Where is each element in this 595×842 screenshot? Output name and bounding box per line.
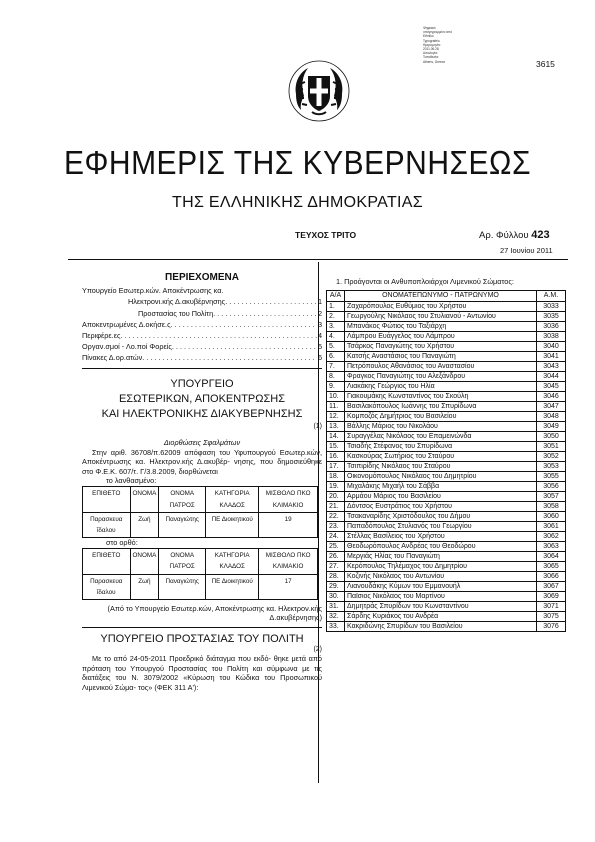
table-row xyxy=(327,422,566,432)
right-label: στο ορθό: xyxy=(106,538,138,548)
table-row xyxy=(327,612,566,622)
wrong-table xyxy=(82,486,318,538)
toc-item xyxy=(82,285,322,296)
table-row xyxy=(327,412,566,422)
table-row xyxy=(327,582,566,592)
row-name: Γιακουμάκης Κωνσταντίνος του Σκούλη xyxy=(345,392,537,402)
sheet-number-label: Αρ. Φύλλου xyxy=(479,230,529,241)
stamp-line: Typografeio xyxy=(423,38,440,43)
page-number: 3615 xyxy=(536,59,555,69)
row-registry-number: 3055 xyxy=(537,472,566,482)
stamp-line: Ψηφιακά xyxy=(423,26,436,30)
toc-item-text: Οργαν.σμοί - Λο.ποί Φορείς xyxy=(82,342,172,352)
toc-leader xyxy=(142,352,317,363)
row-number: 22. xyxy=(327,512,345,522)
header-divider xyxy=(68,259,568,260)
toc-item xyxy=(82,341,322,352)
issue-date: 27 Ιουνίου 2011 xyxy=(500,246,553,255)
toc-leader xyxy=(172,341,317,352)
table-row xyxy=(327,492,566,502)
toc-item-text: Πίνακες Δ.ορ.ατών xyxy=(82,353,143,363)
row-registry-number: 3066 xyxy=(537,572,566,582)
column-header: Α.Μ. xyxy=(537,291,566,302)
table-header: ΜΙΣΘΟΛΟ ΠΚΟ ΚΛΙΜΑΚΙΟ xyxy=(259,487,318,512)
table-row xyxy=(327,342,566,352)
table-row xyxy=(327,572,566,582)
stamp-line: Τοποθεσία: xyxy=(423,55,439,60)
row-number: 14. xyxy=(327,432,345,442)
toc-item-text: Υπουργείο Εσωτερ.κών. Αποκέντρωσης κα. xyxy=(82,286,224,296)
right-column xyxy=(326,277,568,632)
row-number: 9. xyxy=(327,382,345,392)
act-number: (1) xyxy=(313,422,322,430)
wrong-label: το λανθασμένο: xyxy=(106,476,157,486)
row-registry-number: 3050 xyxy=(537,432,566,442)
act-number-2: (2) xyxy=(313,646,322,654)
table-row xyxy=(327,462,566,472)
stamp-line: υπογεγραμμένο από xyxy=(423,30,453,35)
row-number: 11. xyxy=(327,402,345,412)
table-cell: 17 xyxy=(259,574,318,599)
row-registry-number: 3067 xyxy=(537,582,566,592)
table-header: ΕΠΙΘΕΤΟ xyxy=(83,487,131,512)
row-registry-number: 3048 xyxy=(537,412,566,422)
toc-divider xyxy=(82,368,322,369)
toc-item xyxy=(82,296,322,307)
right-table xyxy=(82,548,318,600)
table-header: ΚΑΤΗΓΟΡΙΑ ΚΛΑΔΟΣ xyxy=(206,487,259,512)
table-row xyxy=(327,312,566,322)
digital-signature-stamp xyxy=(423,26,495,64)
toc-item-text: Περιφέρε.ες xyxy=(82,331,121,341)
row-name: Μιχαλάκης Μιχαήλ του Σάββα xyxy=(345,482,537,492)
row-number: 17. xyxy=(327,462,345,472)
row-name: Τσάρκος Παναγιώτης του Χρήστου xyxy=(345,342,537,352)
toc-leader xyxy=(120,330,316,341)
table-cell: Παναγιώτης xyxy=(159,512,206,537)
toc-item-page: 5 xyxy=(317,342,322,352)
toc-item xyxy=(82,330,322,341)
stamp-line: 2011.06.28 xyxy=(423,47,439,52)
gazette-subtitle: ΤΗΣ ΕΛΛΗΝΙΚΗΣ ΔΗΜΟΚΡΑΤΙΑΣ xyxy=(172,194,423,211)
row-name: Ζαχαρόπουλος Ευθύμιος του Χρήστου xyxy=(345,302,537,312)
row-name: Κερόπουλος Τηλέμαχος του Δημητρίου xyxy=(345,562,537,572)
table-cell: Παρασκευα ΐδαλου xyxy=(83,574,131,599)
row-registry-number: 3060 xyxy=(537,512,566,522)
row-registry-number: 3076 xyxy=(537,622,566,632)
table-row xyxy=(327,602,566,612)
row-number: 31. xyxy=(327,602,345,612)
row-registry-number: 3043 xyxy=(537,362,566,372)
row-registry-number: 3038 xyxy=(537,332,566,342)
toc-item-page: 6 xyxy=(317,353,322,363)
toc-leader xyxy=(213,308,317,319)
toc-item-page: 3 xyxy=(317,319,322,329)
row-name: Τσακαναρίδης Χριστόδουλος του Δήμου xyxy=(345,512,537,522)
row-name: Δημητράς Σπυρίδων του Κωνσταντίνου xyxy=(345,602,537,612)
row-registry-number: 3064 xyxy=(537,552,566,562)
table-row xyxy=(327,482,566,492)
corrections-paragraph: Στην αριθ. 36708/π.62009 απόφαση του Υφυπουργού Εσωτερ.κών, Αποκέντρωσης κα. Ηλεκτρον.κής Δ.ακυβέρ- νησης, που δημοσιεύθηκε στο Φ.Ε.Κ. 607/τ. Γ/3.8.2009, διορθώνεται xyxy=(82,447,322,476)
row-number: 33. xyxy=(327,622,345,632)
table-row xyxy=(327,352,566,362)
row-number: 20. xyxy=(327,492,345,502)
table-row xyxy=(327,542,566,552)
row-registry-number: 3062 xyxy=(537,532,566,542)
greek-coat-of-arms-emblem xyxy=(288,60,350,122)
row-name: Κοζινής Νικόλαος του Αντωνίου xyxy=(345,572,537,582)
row-number: 7. xyxy=(327,362,345,372)
stamp-line: Athens, Greece xyxy=(423,59,446,64)
table-header: ΟΝΟΜΑ ΠΑΤΡΟΣ xyxy=(159,487,206,512)
row-number: 12. xyxy=(327,412,345,422)
toc-item-page: 1 xyxy=(317,297,322,307)
row-name: Πετρόπουλος Αθανάσιος του Αναστασίου xyxy=(345,362,537,372)
sheet-number-value: 423 xyxy=(531,229,550,241)
table-cell: ΠΕ Διοικητικού xyxy=(206,574,259,599)
row-number: 6. xyxy=(327,352,345,362)
ministry-title: ΕΣΩΤΕΡΙΚΩΝ, ΑΠΟΚΕΝΤΡΩΣΗΣ xyxy=(118,392,286,405)
table-header: ΜΙΣΘΟΛΟ ΠΚΟ ΚΛΙΜΑΚΙΟ xyxy=(259,549,318,574)
table-row xyxy=(327,552,566,562)
ministry-title: ΥΠΟΥΡΓΕΙΟ xyxy=(170,377,234,390)
table-row xyxy=(327,472,566,482)
table-cell: 19 xyxy=(259,512,318,537)
table-row xyxy=(327,452,566,462)
row-number: 26. xyxy=(327,552,345,562)
row-registry-number: 3049 xyxy=(537,422,566,432)
gazette-title: ΕΦΗΜΕΡΙΣ ΤΗΣ ΚΥΒΕΡΝΗΣΕΩΣ xyxy=(63,144,532,182)
table-row xyxy=(327,382,566,392)
table-cell: Παρασκευα ΐδαλου xyxy=(83,512,131,537)
row-registry-number: 3071 xyxy=(537,602,566,612)
row-name: Στέλλας Βασίλειος του Χρήστου xyxy=(345,532,537,542)
toc-heading: ΠΕΡΙΕΧΟΜΕΝΑ xyxy=(165,272,239,283)
row-name: Βάλλης Μάριος του Νικολάου xyxy=(345,422,537,432)
toc-item-page: 4 xyxy=(317,331,322,341)
left-column xyxy=(82,272,322,692)
row-registry-number: 3063 xyxy=(537,542,566,552)
toc-leader xyxy=(171,319,317,330)
row-registry-number: 3044 xyxy=(537,372,566,382)
toc-item xyxy=(82,308,322,319)
row-number: 29. xyxy=(327,582,345,592)
row-registry-number: 3056 xyxy=(537,482,566,492)
table-header: ΚΑΤΗΓΟΡΙΑ ΚΛΑΔΟΣ xyxy=(206,549,259,574)
table-row xyxy=(327,592,566,602)
row-registry-number: 3036 xyxy=(537,322,566,332)
table-cell: Παναγιώτης xyxy=(159,574,206,599)
row-number: 28. xyxy=(327,572,345,582)
row-name: Κακριδώνης Σπυρίδων του Βασιλείου xyxy=(345,622,537,632)
table-row xyxy=(327,392,566,402)
row-registry-number: 3047 xyxy=(537,402,566,412)
row-number: 23. xyxy=(327,522,345,532)
row-registry-number: 3058 xyxy=(537,502,566,512)
table-row xyxy=(327,512,566,522)
table-row xyxy=(327,432,566,442)
table-cell: ΠΕ Διοικητικού xyxy=(206,512,259,537)
row-number: 5. xyxy=(327,342,345,352)
section-divider xyxy=(82,627,322,628)
row-number: 32. xyxy=(327,612,345,622)
table-cell: Ζωή xyxy=(130,512,159,537)
row-registry-number: 3061 xyxy=(537,522,566,532)
table-header: ΕΠΙΘΕΤΟ xyxy=(83,549,131,574)
row-number: 24. xyxy=(327,532,345,542)
row-registry-number: 3053 xyxy=(537,462,566,472)
row-registry-number: 3065 xyxy=(537,562,566,572)
row-number: 8. xyxy=(327,372,345,382)
column-header: Α/Α xyxy=(327,291,345,302)
row-number: 19. xyxy=(327,482,345,492)
row-name: Σάρδης Κυριάκος του Ανδρέα xyxy=(345,612,537,622)
row-name: Θεοδωρόπουλος Ανδρέας του Θεοδώρου xyxy=(345,542,537,552)
toc-item xyxy=(82,319,322,330)
row-number: 1. xyxy=(327,302,345,312)
row-registry-number: 3045 xyxy=(537,382,566,392)
row-number: 30. xyxy=(327,592,345,602)
toc-item-text: Προστασίας του Πολίτη xyxy=(138,308,214,318)
row-number: 21. xyxy=(327,502,345,512)
row-number: 13. xyxy=(327,422,345,432)
toc-item xyxy=(82,352,322,363)
table-row xyxy=(327,332,566,342)
toc-item-page: 2 xyxy=(317,308,322,318)
row-number: 2. xyxy=(327,312,345,322)
stamp-line: Ethniko xyxy=(423,34,434,39)
row-name: Αρμάου Μάριος του Βασιλείου xyxy=(345,492,537,502)
row-registry-number: 3052 xyxy=(537,452,566,462)
row-registry-number: 3041 xyxy=(537,352,566,362)
row-name: Παπαδόπουλος Στυλιανός του Γεωργίου xyxy=(345,522,537,532)
table-row xyxy=(327,302,566,312)
stamp-line: Αιτιολογία: xyxy=(423,51,438,56)
row-name: Λιακάκης Γεώργιος του Ηλία xyxy=(345,382,537,392)
row-registry-number: 3069 xyxy=(537,592,566,602)
issue-volume: ΤΕΥΧΟΣ ΤΡΙΤΟ xyxy=(295,230,357,240)
promotions-table xyxy=(326,290,566,632)
table-row xyxy=(327,402,566,412)
row-name: Δόντσος Ευστράτιος του Χρήστου xyxy=(345,502,537,512)
row-name: Συραγγέλας Νικόλαος του Επαμεινώνδα xyxy=(345,432,537,442)
table-row xyxy=(327,372,566,382)
table-row xyxy=(327,622,566,632)
row-name: Τσιπιρίδης Νικόλαος του Σταύρου xyxy=(345,462,537,472)
row-number: 4. xyxy=(327,332,345,342)
row-number: 10. xyxy=(327,392,345,402)
row-number: 16. xyxy=(327,452,345,462)
table-row xyxy=(327,442,566,452)
table-row xyxy=(327,502,566,512)
table-header: ΟΝΟΜΑ ΠΑΤΡΟΣ xyxy=(159,549,206,574)
row-name: Κομποζός Δημήτριος του Βασιλείου xyxy=(345,412,537,422)
ministry-title-2: ΥΠΟΥΡΓΕΙΟ ΠΡΟΣΤΑΣΙΑΣ ΤΟΥ ΠΟΛΙΤΗ xyxy=(100,632,304,645)
column-header: ΟΝΟΜΑΤΕΠΩΝΥΜΟ - ΠΑΤΡΩΝΥΜΟ xyxy=(345,291,537,302)
row-name: Βασιλακόπουλος Ιωάννης του Σπυρίδωνα xyxy=(345,402,537,412)
row-name: Φραγκος Παναγιώτης του Αλεξάνδρου xyxy=(345,372,537,382)
row-number: 15. xyxy=(327,442,345,452)
ministry-title: ΚΑΙ ΗΛΕΚΤΡΟΝΙΚΗΣ ΔΙΑΚΥΒΕΡΝΗΣΗΣ xyxy=(101,407,303,420)
stamp-line: Ημερομηνία: xyxy=(423,42,441,47)
row-registry-number: 3046 xyxy=(537,392,566,402)
row-name: Λιανουδάκης Κύμων του Εμμανουήλ xyxy=(345,582,537,592)
table-row xyxy=(327,362,566,372)
row-name: Παϊσιος Νικόλαος του Μαρτίνου xyxy=(345,592,537,602)
row-name: Μπανάκος Φώτιος του Ταξιάρχη xyxy=(345,322,537,332)
table-row xyxy=(327,322,566,332)
row-number: 27. xyxy=(327,562,345,572)
table-header: ΟΝΟΜΑ xyxy=(130,549,159,574)
row-number: 3. xyxy=(327,322,345,332)
row-registry-number: 3075 xyxy=(537,612,566,622)
table-row xyxy=(327,562,566,572)
row-name: Τσιαδής Στέφανος του Σπυρίδωνα xyxy=(345,442,537,452)
decree-paragraph: Με το από 24-05-2011 Προεδρικό διάταγμα που εκδό- θηκε μετά από πρόταση του Υπουργού Προστασίας του Πολίτη και σύμφωνα με τις διατάξεις του Ν. 3079/2002 «Κύρωση του Κώδικα του Προσωπικού Λιμενικού Σώμα- τος» (ΦΕΚ 311 Α'): xyxy=(82,654,322,692)
row-number: 18. xyxy=(327,472,345,482)
row-registry-number: 3057 xyxy=(537,492,566,502)
row-registry-number: 3040 xyxy=(537,342,566,352)
table-cell: Ζωή xyxy=(130,574,159,599)
table-header: ΟΝΟΜΑ xyxy=(130,487,159,512)
row-registry-number: 3051 xyxy=(537,442,566,452)
toc-item-text: Αποκεντρωμένες Δ.οκήσε.ς xyxy=(82,319,171,329)
row-name: Οικονομόπουλος Νικόλαος του Δημητρίου xyxy=(345,472,537,482)
row-registry-number: 3035 xyxy=(537,312,566,322)
row-name: Κατσής Αναστάσιος του Παναγιώτη xyxy=(345,352,537,362)
toc-leader xyxy=(225,296,317,307)
table-row xyxy=(327,532,566,542)
issuer-signature: (Από το Υπουργείο Εσωτερ.κών, Αποκέντρωσης κα. Ηλεκτρον.κής Δ.ακυβέρνησης) xyxy=(107,603,322,623)
corrections-title: Διορθώσεις Σφαλμάτων xyxy=(163,437,241,447)
row-name: Γεωργούλης Νικόλαος του Στυλιανού - Αντωνίου xyxy=(345,312,537,322)
row-name: Μεργιάς Ηλίας του Παναγιώτη xyxy=(345,552,537,562)
sheet-number xyxy=(479,229,550,241)
row-name: Κασκούρας Σωτήριος του Σταύρου xyxy=(345,452,537,462)
toc-item-text: Ηλεκτρονι.κής Δ.ακυβέρνησης xyxy=(128,297,226,307)
row-number: 25. xyxy=(327,542,345,552)
row-registry-number: 3033 xyxy=(537,302,566,312)
table-row xyxy=(327,522,566,532)
row-name: Λάμπρου Ευάγγελος του Λάμπρου xyxy=(345,332,537,342)
promotion-intro: 1. Προάγονται οι Ανθυποπλοιάρχοι Λιμενικού Σώματος: xyxy=(336,277,514,286)
